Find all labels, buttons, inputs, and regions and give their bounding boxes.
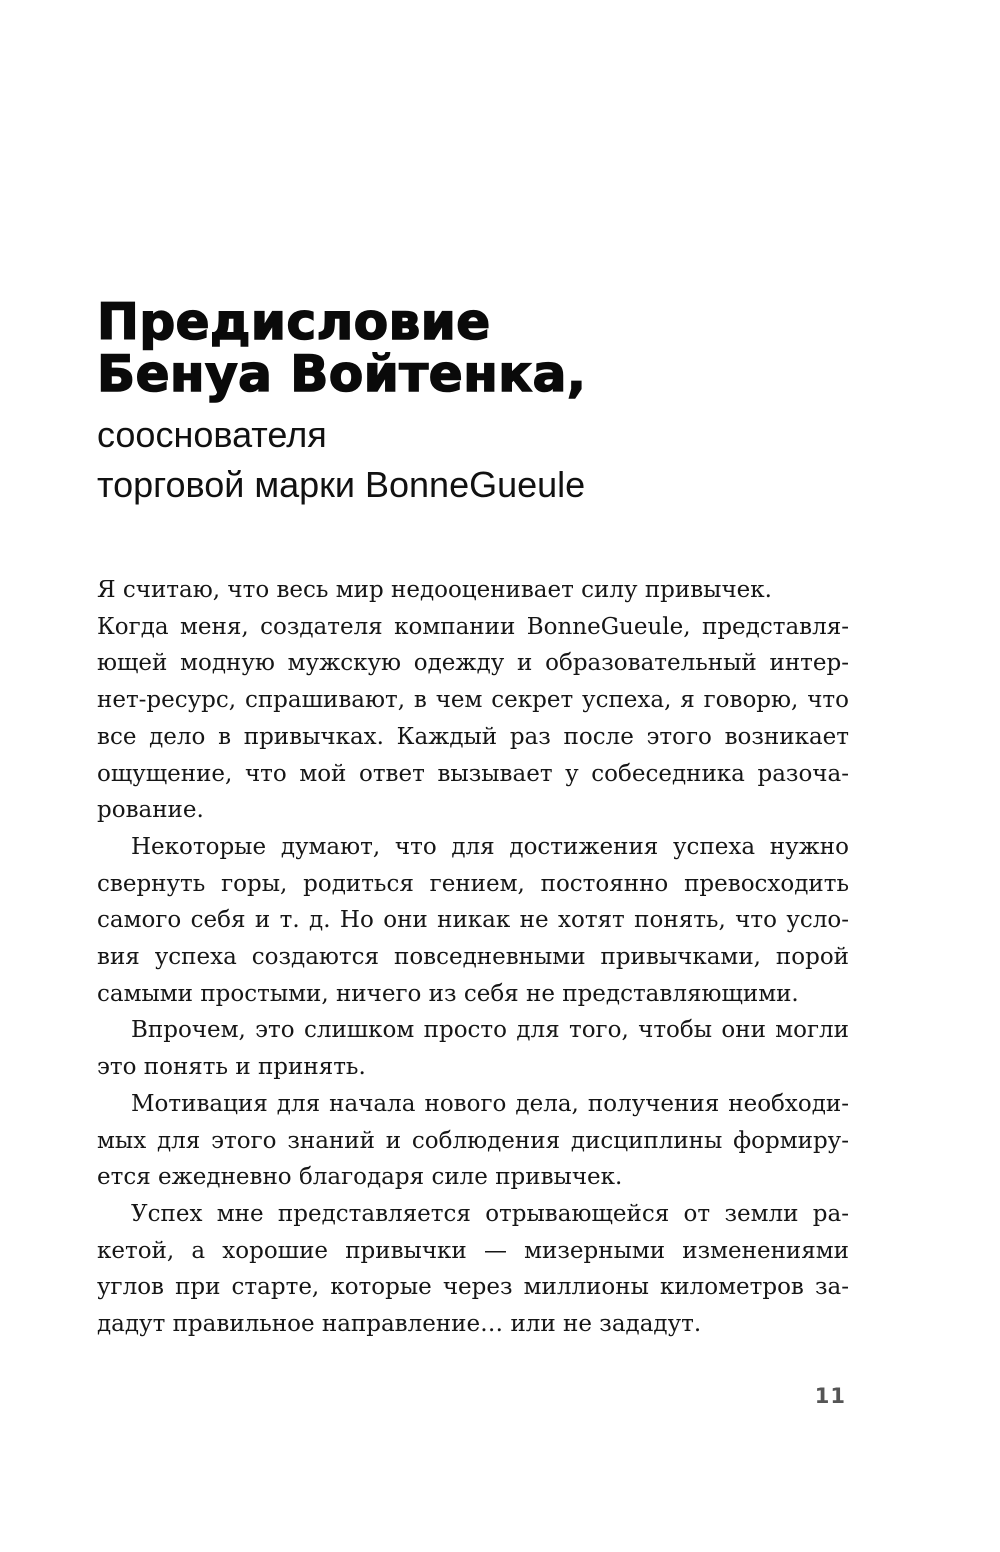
paragraph [97,1012,849,1085]
text-line: кетой, а хорошие привычки — мизерными изменениями [97,1237,849,1264]
text-line: Мотивация для начала нового дела, получения необходи- [131,1090,849,1117]
text-line: самого себя и т. д. Но они никак не хотят понять, что усло- [97,907,849,934]
text-line: углов при старте, которые через миллионы километров за- [97,1274,849,1301]
paragraph [97,1196,849,1343]
paragraph [97,829,849,1013]
text-line: дадут правильное направление… или не зададут. [97,1311,702,1338]
text-line: мых для этого знаний и соблюдения дисциплины формиру- [97,1127,849,1154]
chapter-subtitle-line-1: сооснователя [97,414,327,455]
text-line: Впрочем, это слишком просто для того, чтобы они могли [131,1017,849,1044]
page-number: 11 [814,1384,846,1408]
chapter-subtitle-line-2: торговой марки BonneGueule [97,464,586,505]
text-line: рование. [97,797,204,824]
text-line: ющей модную мужскую одежду и образовательный интер- [97,650,849,677]
text-line: ется ежедневно благодаря силе привычек. [97,1164,623,1191]
text-line: это понять и принять. [97,1054,366,1081]
text-line: нет-ресурс, спрашивают, в чем секрет успеха, я говорю, что [97,687,849,714]
text-line: самыми простыми, ничего из себя не представляющими. [97,980,799,1007]
text-line: Я считаю, что весь мир недооценивает силу привычек. [97,577,772,603]
body-text [97,572,849,1343]
paragraph [97,572,849,829]
text-line: вия успеха создаются повседневными привычками, порой [97,944,849,971]
text-line: свернуть горы, родиться гением, постоянно превосходить [97,870,849,897]
text-line: все дело в привычках. Каждый раз после этого возникает [97,723,849,750]
text-line: Успех мне представляется отрывающейся от земли ра- [131,1200,849,1227]
chapter-subtitle [97,410,857,510]
chapter-title-line-2: Бенуа Войтенка, [97,345,587,403]
paragraph [97,1086,849,1196]
chapter-heading [97,293,857,510]
chapter-title-line-1: Предисловие [97,293,491,351]
text-line: Когда меня, создателя компании BonneGueule, представля- [97,613,849,640]
text-line: Некоторые думают, что для достижения успеха нужно [131,833,849,860]
text-line: ощущение, что мой ответ вызывает у собеседника разоча- [97,760,849,787]
